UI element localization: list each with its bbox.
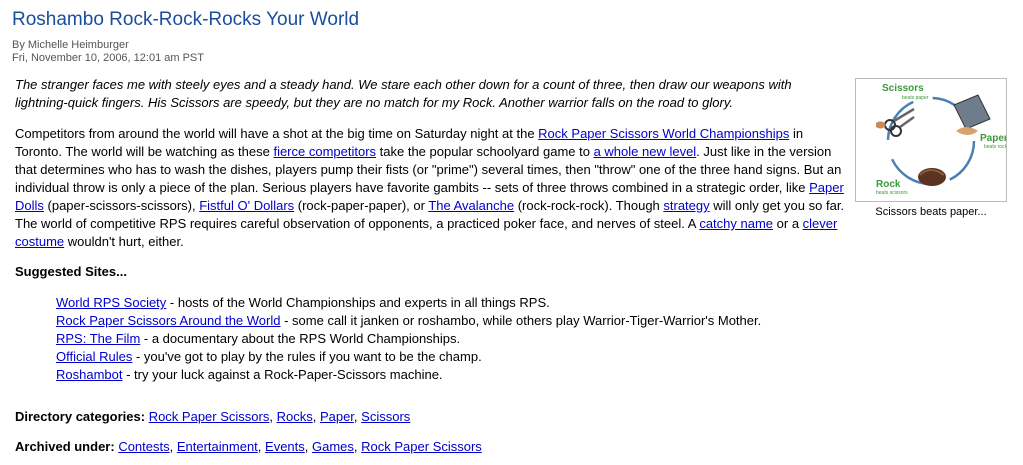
link-rps-world-championships[interactable]: Rock Paper Scissors World Championships xyxy=(538,126,790,141)
intro-paragraph: The stranger faces me with steely eyes and a steady hand. We stare each other down for a count of three, then draw our weapons with lightning-quick fingers. His Scissors are speedy, but they are no match for my Rock. Another warrior falls on the road to glory. xyxy=(15,77,792,110)
link-whole-new-level[interactable]: a whole new level xyxy=(593,144,697,159)
link-roshambot[interactable]: Roshambot xyxy=(56,367,123,382)
body-text-10: wouldn't hurt, either. xyxy=(64,234,184,249)
body-text-9: or a xyxy=(773,216,803,231)
diagram-sub-scissors: beats paper xyxy=(902,95,929,101)
category-link[interactable]: Paper xyxy=(319,409,354,424)
figure-caption: Scissors beats paper... xyxy=(875,206,987,218)
directory-categories: Directory categories: Rock Paper Scissors, Rocks, Paper, Scissors xyxy=(15,409,411,424)
scissors-icon xyxy=(876,109,914,136)
list-item xyxy=(56,330,761,348)
category-link[interactable]: Rock Paper Scissors xyxy=(148,409,270,424)
link-clever-costume[interactable]: clever costume xyxy=(15,216,838,249)
suggested-sites-list xyxy=(56,294,761,384)
body-text-3: take the popular schoolyard game to xyxy=(376,144,594,159)
article-title: Roshambo Rock-Rock-Rocks Your World xyxy=(12,9,360,30)
body-text-4: . Just like in the version that determines who has to wash the dishes, players pump their fists (or "prime") several times, then "throw" one of the three hand signs. But an individual throw is only a piece of the plan. Serious players have favorite gambits -- sets of three throws combined in a strategic order, like xyxy=(15,144,842,195)
archived-label: Archived under: xyxy=(15,439,115,454)
link-the-avalanche[interactable]: The Avalanche xyxy=(428,198,515,213)
body-text-7: (rock-rock-rock). Though xyxy=(514,198,664,213)
byline: By Michelle Heimburger xyxy=(12,39,129,51)
category-link[interactable]: Rocks xyxy=(276,409,313,424)
archive-link[interactable]: Rock Paper Scissors xyxy=(361,439,482,454)
link-rps-the-film[interactable]: RPS: The Film xyxy=(56,331,141,346)
body-paragraph xyxy=(15,125,847,251)
link-paper-dolls[interactable]: Paper Dolls xyxy=(15,180,844,213)
link-rps-around-the-world[interactable]: Rock Paper Scissors Around the World xyxy=(56,313,281,328)
list-item xyxy=(56,312,761,330)
article-meta xyxy=(12,39,204,65)
site-description: - some call it janken or roshambo, while others play Warrior-Tiger-Warrior's Mother. xyxy=(280,313,762,328)
list-item xyxy=(56,348,761,366)
site-description: - a documentary about the RPS World Championships. xyxy=(140,331,461,346)
diagram-label-scissors: Scissors xyxy=(882,83,924,94)
diagram-sub-rock: beats scissors xyxy=(876,190,908,196)
archive-link[interactable]: Games xyxy=(312,439,354,454)
suggested-sites-heading: Suggested Sites... xyxy=(15,264,127,279)
archived-under: Archived under: Contests, Entertainment, Events, Games, Rock Paper Scissors xyxy=(15,439,482,454)
body-text-2: in Toronto. The world will be watching as these xyxy=(15,126,804,159)
rps-figure xyxy=(855,78,1007,218)
link-strategy[interactable]: strategy xyxy=(663,198,710,213)
archive-link[interactable]: Contests xyxy=(118,439,170,454)
directory-label: Directory categories: xyxy=(15,409,146,424)
list-item xyxy=(56,366,761,384)
diagram-sub-paper: beats rock xyxy=(984,144,1006,150)
diagram-label-paper: Paper xyxy=(980,133,1006,144)
archive-link[interactable]: Entertainment xyxy=(176,439,258,454)
category-link[interactable]: Scissors xyxy=(361,409,411,424)
paper-icon xyxy=(954,95,990,135)
body-text-8: will only get you so far. The world of competitive RPS requires careful observation of opponents, a practiced poker face, and nerves of steel. A xyxy=(15,198,845,231)
body-text-5: (paper-scissors-scissors), xyxy=(43,198,200,213)
rps-cycle-diagram xyxy=(856,79,1006,201)
link-world-rps-society[interactable]: World RPS Society xyxy=(56,295,167,310)
site-description: - try your luck against a Rock-Paper-Scissors machine. xyxy=(122,367,443,382)
site-description: - hosts of the World Championships and experts in all things RPS. xyxy=(166,295,550,310)
link-fierce-competitors[interactable]: fierce competitors xyxy=(273,144,377,159)
link-catchy-name[interactable]: catchy name xyxy=(699,216,774,231)
publish-date: Fri, November 10, 2006, 12:01 am PST xyxy=(12,52,204,64)
archive-link[interactable]: Events xyxy=(265,439,305,454)
body-text-6: (rock-paper-paper), or xyxy=(294,198,429,213)
rock-icon xyxy=(918,168,946,186)
body-text-1: Competitors from around the world will have a shot at the big time on Saturday night at the xyxy=(15,126,539,141)
link-fistful-o-dollars[interactable]: Fistful O' Dollars xyxy=(199,198,295,213)
list-item xyxy=(56,294,761,312)
link-official-rules[interactable]: Official Rules xyxy=(56,349,133,364)
site-description: - you've got to play by the rules if you want to be the champ. xyxy=(132,349,482,364)
diagram-label-rock: Rock xyxy=(876,179,901,190)
rps-diagram-image[interactable] xyxy=(855,78,1007,202)
